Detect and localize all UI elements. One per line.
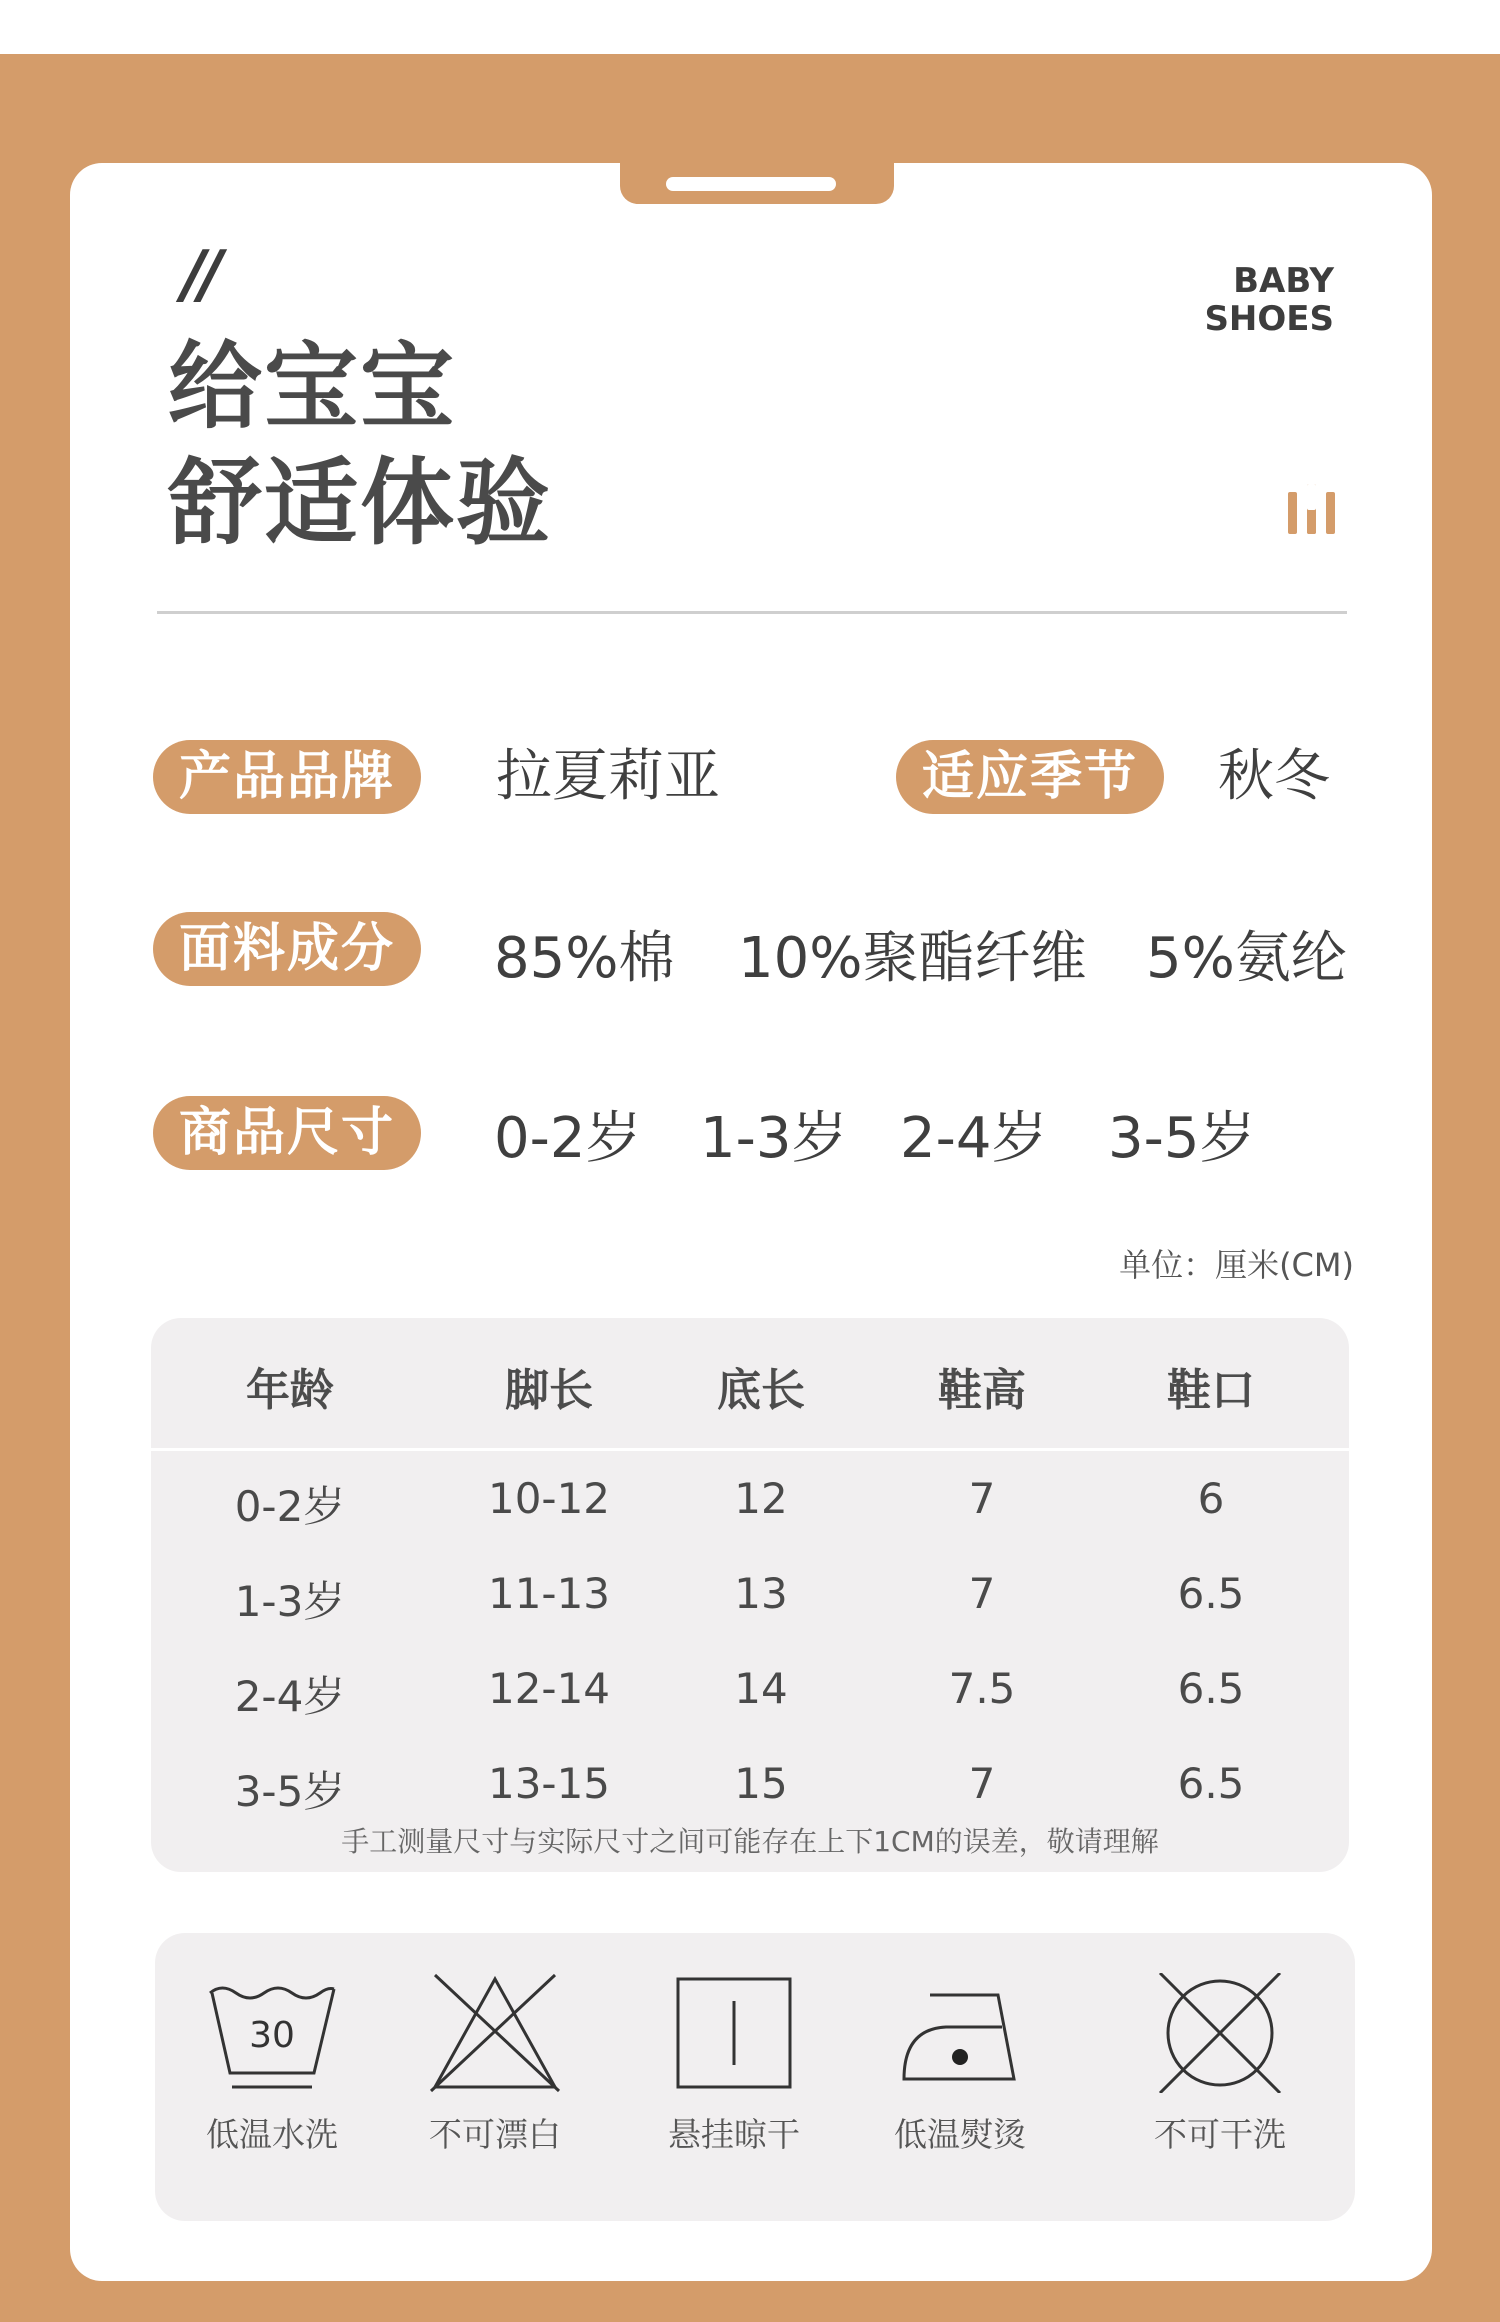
fabric-value-spandex: 5%氨纶 bbox=[1146, 926, 1347, 991]
season-value: 秋冬 bbox=[1218, 744, 1330, 809]
unit-note: 单位：厘米(CM) bbox=[1119, 1246, 1354, 1284]
brand-value: 拉夏莉亚 bbox=[496, 744, 720, 809]
measurement-footnote: 手工测量尺寸与实际尺寸之间可能存在上下1CM的误差，敬请理解 bbox=[341, 1825, 1159, 1858]
cell-shoe-height: 7 bbox=[968, 1474, 996, 1523]
cell-sole-length: 15 bbox=[734, 1759, 788, 1808]
header-divider bbox=[151, 1448, 1349, 1451]
cell-shoe-height: 7 bbox=[968, 1569, 996, 1618]
notch-bar bbox=[666, 177, 836, 191]
brand-english-line-2: SHOES bbox=[1204, 299, 1334, 339]
iron-low-icon bbox=[890, 1973, 1030, 2093]
care-item-iron bbox=[870, 1973, 1050, 2156]
cell-foot-length: 10-12 bbox=[487, 1474, 611, 1523]
no-bleach-icon bbox=[425, 1973, 565, 2093]
cell-shoe-opening: 6.5 bbox=[1177, 1569, 1245, 1618]
cell-shoe-opening: 6 bbox=[1197, 1474, 1225, 1523]
size-option: 3-5岁 bbox=[1108, 1106, 1256, 1171]
header-shoe-opening: 鞋口 bbox=[1167, 1365, 1255, 1416]
cell-shoe-opening: 6.5 bbox=[1177, 1664, 1245, 1713]
care-item-dry-clean bbox=[1130, 1973, 1310, 2156]
brand-label-pill: 产品品牌 bbox=[153, 740, 421, 814]
cell-foot-length: 11-13 bbox=[487, 1569, 611, 1618]
cell-shoe-opening: 6.5 bbox=[1177, 1759, 1245, 1808]
size-table bbox=[151, 1318, 1349, 1872]
size-option: 0-2岁 bbox=[494, 1106, 642, 1171]
header-sole-length: 底长 bbox=[717, 1365, 805, 1416]
care-label: 悬挂晾干 bbox=[668, 2115, 800, 2154]
care-item-hang-dry bbox=[644, 1973, 824, 2156]
cell-sole-length: 14 bbox=[734, 1664, 788, 1713]
table-header bbox=[151, 1318, 1349, 1448]
fabric-value-cotton: 85%棉 bbox=[494, 926, 675, 991]
care-item-wash bbox=[182, 1973, 362, 2156]
header-foot-length: 脚长 bbox=[505, 1365, 593, 1416]
header-age: 年龄 bbox=[246, 1365, 334, 1416]
wash-30-icon bbox=[202, 1973, 342, 2093]
title-line-2: 舒适体验 bbox=[168, 449, 553, 558]
divider bbox=[157, 611, 1347, 614]
hang-dry-icon bbox=[664, 1973, 804, 2093]
care-label: 低温熨烫 bbox=[894, 2115, 1026, 2154]
cell-shoe-height: 7.5 bbox=[948, 1664, 1016, 1713]
cell-age: 1-3岁 bbox=[234, 1577, 346, 1626]
care-label: 不可漂白 bbox=[429, 2115, 561, 2154]
cell-sole-length: 13 bbox=[734, 1569, 788, 1618]
care-item-bleach bbox=[405, 1973, 585, 2156]
size-option: 1-3岁 bbox=[700, 1106, 848, 1171]
care-label: 低温水洗 bbox=[206, 2115, 338, 2154]
cell-shoe-height: 7 bbox=[968, 1759, 996, 1808]
cell-sole-length: 12 bbox=[734, 1474, 788, 1523]
wash-temperature: 30 bbox=[249, 2015, 295, 2056]
header-shoe-height: 鞋高 bbox=[938, 1365, 1026, 1416]
fabric-value-polyester: 10%聚酯纤维 bbox=[738, 926, 1087, 991]
care-label: 不可干洗 bbox=[1154, 2115, 1286, 2154]
care-panel bbox=[155, 1933, 1355, 2221]
cell-age: 3-5岁 bbox=[234, 1767, 346, 1816]
brand-english bbox=[1204, 262, 1334, 338]
cell-age: 0-2岁 bbox=[234, 1482, 346, 1531]
slash-mark: // bbox=[182, 238, 217, 312]
title-line-1: 给宝宝 bbox=[168, 333, 457, 442]
cell-foot-length: 12-14 bbox=[487, 1664, 611, 1713]
season-label-pill: 适应季节 bbox=[896, 740, 1164, 814]
fabric-label-pill: 面料成分 bbox=[153, 912, 421, 986]
page-title bbox=[168, 330, 552, 562]
cell-foot-length: 13-15 bbox=[487, 1759, 611, 1808]
no-dry-clean-icon bbox=[1150, 1973, 1290, 2093]
size-label-pill: 商品尺寸 bbox=[153, 1096, 421, 1170]
bars-decoration-icon bbox=[1288, 484, 1336, 534]
brand-english-line-1: BABY bbox=[1233, 261, 1334, 301]
size-option: 2-4岁 bbox=[900, 1106, 1048, 1171]
cell-age: 2-4岁 bbox=[234, 1672, 346, 1721]
